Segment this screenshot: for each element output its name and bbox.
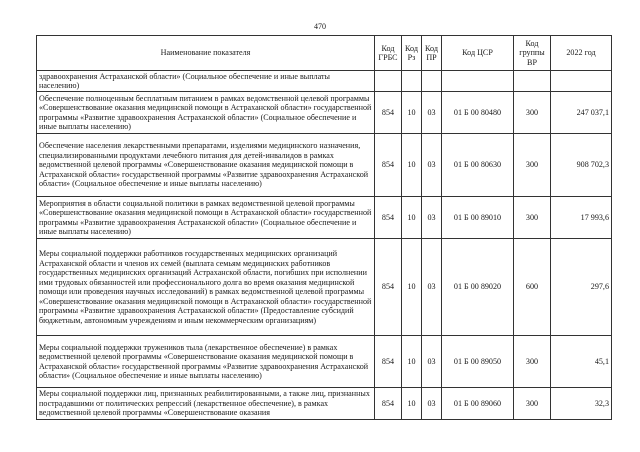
row-name: Обеспечение полноценным бесплатным питанием в рамках ведомственной целевой программы «Совершенствование оказания медицинской помощи в Астраханской области» государственной программы «Развитие здравоохранения Астраханской области» (Социальное обеспечение и иные выплаты населению)	[37, 92, 375, 134]
row-csr: 01 Б 00 89020	[442, 239, 514, 336]
header-csr: Код ЦСР	[442, 36, 514, 71]
row-amount: 17 993,6	[551, 197, 612, 239]
row-rz	[402, 71, 422, 92]
row-amount: 908 702,3	[551, 134, 612, 197]
row-csr: 01 Б 00 89060	[442, 388, 514, 420]
row-name: Меры социальной поддержки работников государственных медицинских организаций Астраханской области и членов их семей (выплата семьям медицинских работников государственных медицинских организаций Астраханской области, погибших при исполнении ими трудовых обязанностей или профессионального долга во время оказания медицинской помощи или проведения научных исследований) в рамках ведомственной целевой программы «Совершенствование оказания медицинской помощи в Астраханской области» государственной программы «Развитие здравоохранения Астраханской области» (Предоставление субсидий бюджетным, автономным учреждениям и иным некоммерческим организациям)	[37, 239, 375, 336]
header-grbs: Код ГРБС	[375, 36, 402, 71]
row-rz: 10	[402, 388, 422, 420]
row-pr: 03	[422, 239, 442, 336]
table-row	[37, 197, 612, 239]
row-vr	[514, 71, 551, 92]
row-amount: 297,6	[551, 239, 612, 336]
row-pr: 03	[422, 92, 442, 134]
header-name: Наименование показателя	[37, 36, 375, 71]
table-row	[37, 134, 612, 197]
row-grbs: 854	[375, 388, 402, 420]
row-vr: 300	[514, 336, 551, 388]
table-row	[37, 336, 612, 388]
row-amount: 32,3	[551, 388, 612, 420]
table-row	[37, 239, 612, 336]
budget-table	[36, 35, 612, 420]
row-pr: 03	[422, 134, 442, 197]
row-name: Меры социальной поддержки лиц, признанных реабилитированными, а также лиц, признанных пострадавшими от политических репрессий (лекарственное обеспечение), в рамках ведомственной целевой программы «Совершенствование оказания	[37, 388, 375, 420]
row-rz: 10	[402, 197, 422, 239]
row-grbs	[375, 71, 402, 92]
row-amount: 247 037,1	[551, 92, 612, 134]
row-name: Обеспечение населения лекарственными препаратами, изделиями медицинского назначения, специализированными продуктами лечебного питания для детей-инвалидов в рамках ведомственной целевой программы «Совершенствование оказания медицинской помощи в Астраханской области» государственной программы «Развитие здравоохранения Астраханской области» (Социальное обеспечение и иные выплаты населению)	[37, 134, 375, 197]
row-name: Мероприятия в области социальной политики в рамках ведомственной целевой программы «Совершенствование оказания медицинской помощи в Астраханской области» государственной программы «Развитие здравоохранения Астраханской области» (Социальное обеспечение и иные выплаты населению)	[37, 197, 375, 239]
row-csr: 01 Б 00 80480	[442, 92, 514, 134]
table-row	[37, 388, 612, 420]
row-vr: 600	[514, 239, 551, 336]
row-vr: 300	[514, 134, 551, 197]
row-vr: 300	[514, 92, 551, 134]
row-grbs: 854	[375, 197, 402, 239]
header-year: 2022 год	[551, 36, 612, 71]
row-csr: 01 Б 00 80630	[442, 134, 514, 197]
row-csr: 01 Б 00 89050	[442, 336, 514, 388]
header-vr: Код группы ВР	[514, 36, 551, 71]
row-vr: 300	[514, 197, 551, 239]
row-pr: 03	[422, 388, 442, 420]
row-grbs: 854	[375, 336, 402, 388]
row-pr: 03	[422, 336, 442, 388]
row-amount	[551, 71, 612, 92]
table-header-row	[37, 36, 612, 71]
row-rz: 10	[402, 92, 422, 134]
row-csr: 01 Б 00 89010	[442, 197, 514, 239]
row-grbs: 854	[375, 239, 402, 336]
header-pr: Код ПР	[422, 36, 442, 71]
row-rz: 10	[402, 134, 422, 197]
row-name: Меры социальной поддержки тружеников тыла (лекарственное обеспечение) в рамках ведомственной целевой программы «Совершенствование оказания медицинской помощи в Астраханской области» государственной программы «Развитие здравоохранения Астраханской области» (Социальное обеспечение и иные выплаты населению)	[37, 336, 375, 388]
row-csr	[442, 71, 514, 92]
page-number: 470	[314, 22, 326, 31]
row-name: здравоохранения Астраханской области» (Социальное обеспечение и иные выплаты населению)	[37, 71, 375, 92]
row-vr: 300	[514, 388, 551, 420]
row-rz: 10	[402, 336, 422, 388]
row-grbs: 854	[375, 92, 402, 134]
table-row	[37, 71, 612, 92]
row-amount: 45,1	[551, 336, 612, 388]
row-grbs: 854	[375, 134, 402, 197]
header-rz: Код Рз	[402, 36, 422, 71]
row-rz: 10	[402, 239, 422, 336]
row-pr	[422, 71, 442, 92]
row-pr: 03	[422, 197, 442, 239]
table-row	[37, 92, 612, 134]
